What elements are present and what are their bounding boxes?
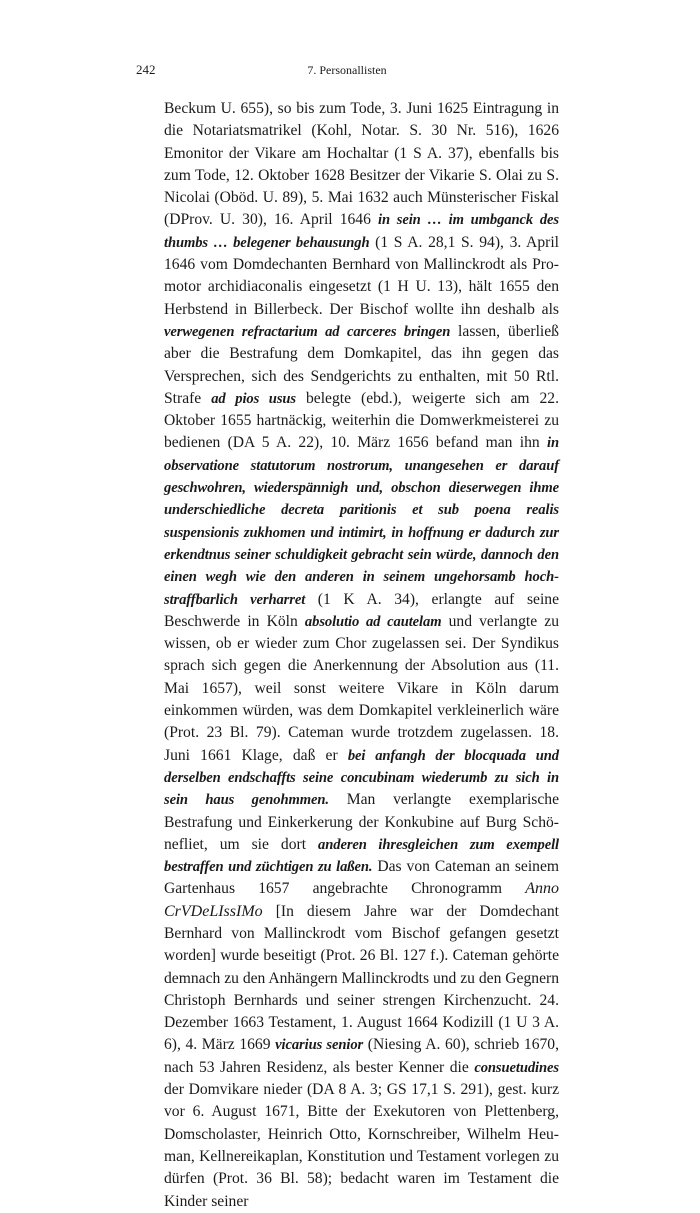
latin-quotation: in sein … im umbganck des thumbs … belegener behausungh — [164, 212, 559, 251]
text-run: (1 K A. 34), erlangte auf seine Beschwerde in Köln — [164, 590, 559, 630]
running-head: 7. Personallisten — [307, 63, 387, 77]
body-paragraph — [164, 98, 559, 1213]
text-run: Beckum U. 655), so bis zum Tode, 3. Juni 1625 Eintragung in die Notariatsmatrikel (Kohl, Notar. S. 30 Nr. 516), 1626 Emonitor der Vikare am Hochaltar (1 S A. 37), ebenfalls bis zum Tode, 12. Oktober 1628 Besitzer der Vikarie S. Olai zu S. Nicolai (Oböd. U. 89), 5. Mai 1632 auch Münsterischer Fiskal (DProv. U. 30), 16. April 1646 — [164, 100, 559, 229]
text-run: Das von Cateman an seinem Gartenhaus 1657 angebrachte Chronogramm — [164, 858, 559, 898]
latin-quotation: consuetudines — [474, 1059, 559, 1076]
latin-quotation: in observatione statutorum nostrorum, unangesehen er darauf geschwohren, wiederspännigh und, obschon dieserwegen ihme underschiedliche decreta paritionis et sub poena realis suspensionis zukhomen und intimirt, in hoffnung er dadurch zur erkendtnus seiner schuldigkeit gebracht sein würde, dannoch den einen wegh wie den anderen in seinem ungehorsamb hochstraffbarlich verharret — [164, 435, 559, 608]
text-run: (1 S A. 28,1 S. 94), 3. April 1646 vom Domdechanten Bernhard von Mallinckrodt als Promotor archidiaconalis eingesetzt (1 H U. 13), hält 1655 den Herbstend in Billerbeck. Der Bischof wollte ihn deshalb als — [164, 233, 559, 318]
text-run: und verlangte zu wissen, ob er wieder zum Chor zugelassen sei. Der Syndikus sprach sich gegen die Anerkennung der Absolution aus (11. Mai 1657), weil sonst weitere Vikare in Köln darum einkommen würden, was dem Domkapitel verkleinerlich wäre (Prot. 23 Bl. 79). Cateman wurde trotzdem zugelassen. 18. Juni 1661 Klage, daß er — [164, 612, 559, 764]
latin-quotation: absolutio ad cautelam — [304, 613, 442, 630]
latin-quotation: anderen ihresgleichen zum exempell bestraffen und züchtigen zu laßen. — [164, 836, 559, 876]
text-run: der Domvikare nieder (DA 8 A. 3; GS 17,1 S. 291), gest. kurz vor 6. August 1671, Bitte der Exekutoren von Plettenberg, Domscholaster, Heinrich Otto, Kornschreiber, Wilhelm Heuman, Kellnereikaplan, Konstitution und Testament vorlegen zu dürfen (Prot. 36 Bl. 58); bedacht waren im Testament die Kinder seiner — [164, 1081, 559, 1210]
page-header — [136, 62, 558, 82]
latin-quotation: verwegenen refractarium ad carceres bringen — [164, 323, 451, 340]
text-run: (Niesing A. 60), schrieb 1670, nach 53 Jahren Residenz, als bester Kenner die — [164, 1036, 560, 1076]
latin-quotation: vicarius senior — [275, 1037, 364, 1054]
chronogram: Anno CrVDeLIssIMo — [164, 880, 559, 920]
latin-quotation: ad pios usus — [211, 390, 297, 407]
page-number: 242 — [136, 62, 156, 77]
text-run: [In diesem Jahre war der Domdechant Bernhard von Mallinckrodt vom Bischof gefangen gesetzt worden] wurde beseitigt (Prot. 26 Bl. 127 f.). Cateman gehörte demnach zu den Anhängern Mallinckrodts und zu den Gegnern Christoph Bernhards und seiner strengen Kirchenzucht. 24. Dezember 1663 Testament, 1. August 1664 Kodizill (1 U 3 A. 6), 4. März 1669 — [164, 902, 559, 1054]
text-run: Man verlangte exemplarische Bestrafung und Einkerkerung der Konkubine auf Burg Schönefliet, um sie dort — [164, 791, 560, 853]
text-run: lassen, überließ aber die Bestrafung dem Domkapitel, das ihn gegen das Versprechen, sich des Sendgerichts zu enthalten, mit 50 Rtl. Strafe — [164, 322, 559, 407]
text-run: belegte (ebd.), weigerte sich am 22. Oktober 1655 hartnäckig, weiterhin die Domwerkmeisterei zu bedienen (DA 5 A. 22), 10. März 1656 befand man ihn — [164, 389, 559, 452]
latin-quotation: bei anfangh der blocquada und derselben endschaffts seine concubinam wiederumb zu sich in sein haus genohmmen. — [164, 747, 559, 809]
